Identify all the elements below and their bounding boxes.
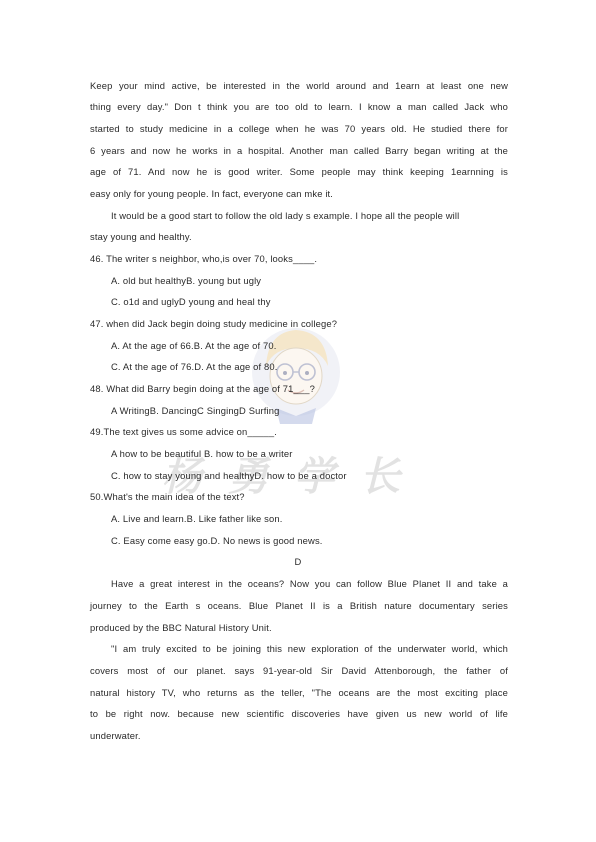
question-50-options-a-b: A. Live and learn.B. Like father like son.	[111, 513, 283, 524]
question-49: 49.The text gives us some advice on_____.	[90, 426, 277, 437]
question-50-options-c-d: C. Easy come easy go.D. No news is good news.	[111, 535, 323, 546]
watermark-char: 长	[360, 453, 400, 500]
question-46-options-c-d: C. o1d and uglyD young and heal thy	[111, 296, 271, 307]
question-50: 50.What's the main idea of the text?	[90, 491, 245, 502]
watermark-char: 杨	[162, 453, 202, 500]
question-48-options: A WritingB. DancingC SingingD Surfing	[111, 405, 280, 416]
section-heading-d: D	[294, 556, 302, 567]
paragraph-line: stay young and healthy.	[90, 231, 192, 242]
paragraph-line: underwater.	[90, 730, 141, 741]
question-48: 48. What did Barry begin doing at the age of 71___?	[90, 383, 315, 394]
question-46: 46. The writer s neighbor, who,is over 70, looks____.	[90, 253, 318, 264]
question-46-options-a-b: A. old but healthyB. young but ugly	[111, 275, 262, 286]
paragraph-line: covers most of our planet. says 91-year-old Sir David Attenborough, the father of	[90, 665, 508, 676]
question-47: 47. when did Jack begin doing study medicine in college?	[90, 318, 338, 329]
paragraph-line: natural history TV, who returns as the teller, "The oceans are the most exciting place	[90, 687, 508, 698]
question-47-options-a-b: A. At the age of 66.B. At the age of 70.	[111, 340, 277, 351]
paragraph-line: easy only for young people. In fact, everyone can mke it.	[90, 188, 334, 199]
paragraph-line: age of 71. And now he is good writer. Some people may think keeping 1earnning is	[90, 166, 508, 177]
paragraph-line: thing every day." Don t think you are too old to learn. I know a man called Jack who	[90, 101, 508, 112]
paragraph-line: journey to the Earth s oceans. Blue Planet II is a British nature documentary series	[90, 600, 508, 611]
paragraph-line: Have a great interest in the oceans? Now you can follow Blue Planet II and take a	[111, 578, 508, 589]
watermark-char: 学	[294, 453, 334, 500]
paragraph-line: produced by the BBC Natural History Unit.	[90, 622, 272, 633]
question-49-options-a-b: A how to be beautiful B. how to be a writer	[111, 448, 293, 459]
paragraph-line: started to study medicine in a college when he was 70 years old. He studied there for	[90, 123, 508, 134]
paragraph-line: "I am truly excited to be joining this new exploration of the underwater world, which	[111, 643, 508, 654]
question-47-options-c-d: C. At the age of 76.D. At the age of 80.	[111, 361, 278, 372]
watermark-char: 勇	[228, 453, 268, 500]
paragraph-line: Keep your mind active, be interested in the world around and 1earn at least one new	[90, 80, 508, 91]
paragraph-line: 6 years and now he works in a hospital. Another man called Barry began writing at the	[90, 145, 508, 156]
paragraph-line: to be right now. because new scientific discoveries have given us new world of life	[90, 708, 508, 719]
question-49-options-c-d: C. how to stay young and healthyD. how to be a doctor	[111, 470, 347, 481]
paragraph-line: It would be a good start to follow the old lady s example. I hope all the people will	[111, 210, 460, 221]
